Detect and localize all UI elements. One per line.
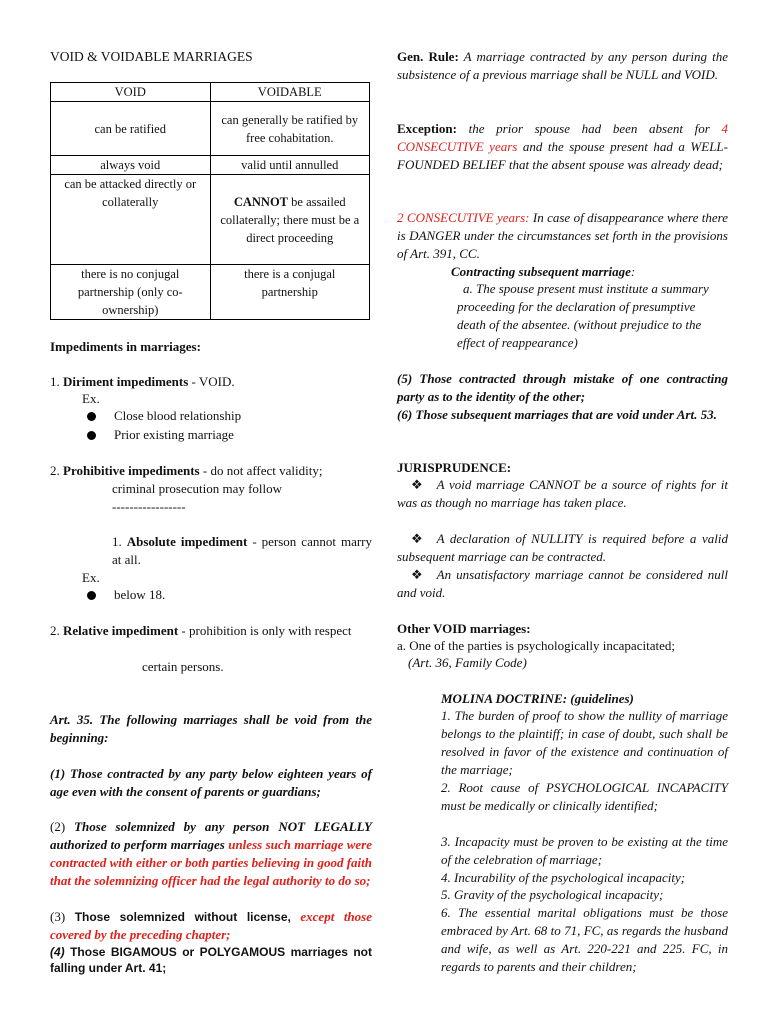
cannot-emphasis: CANNOT	[233, 194, 289, 209]
diriment-ex: Ex.	[82, 391, 100, 406]
table-cell: there is no conjugal partnership (only co-ownership)	[51, 265, 211, 320]
divider-dashes: -----------------	[112, 499, 186, 514]
table-cell: always void	[51, 156, 211, 175]
art35-item-1: (1) Those contracted by any party below eighteen years of age even with the consent of parents or guardians;	[50, 766, 372, 799]
contracting-subsequent-heading: Contracting subsequent marriage:	[451, 264, 636, 279]
impediments-heading: Impediments in marriages:	[50, 339, 201, 354]
table-header-voidable: VOIDABLE	[210, 83, 370, 102]
bullet-icon	[87, 431, 96, 440]
prohibitive-line2: criminal prosecution may follow	[112, 481, 283, 496]
table-cell: can be attacked directly or collaterally	[51, 175, 211, 265]
document-title: VOID & VOIDABLE MARRIAGES	[50, 49, 253, 64]
art35-item-2: (2) Those solemnized by any person NOT LEGALLY authorized to perform marriages unless such marriage were contracted with either or both parties believing in good faith that the solemnizing officer had the legal authority to do so;	[50, 819, 373, 888]
jurisprudence-item: ❖ An unsatisfactory marriage cannot be considered null and void.	[397, 567, 728, 600]
absolute-ex: Ex.	[82, 570, 100, 585]
table-header-void: VOID	[51, 83, 211, 102]
diamond-bullet-icon: ❖	[411, 567, 423, 582]
molina-guideline: 5. Gravity of the psychological incapacity;	[441, 887, 664, 902]
other-void-ref: (Art. 36, Family Code)	[408, 655, 527, 670]
bullet-icon	[87, 591, 96, 600]
list-item: Close blood relationship	[87, 407, 241, 425]
jurisprudence-item: ❖ A void marriage CANNOT be a source of rights for it was as though no marriage has taken place.	[397, 477, 728, 510]
bullet-icon	[87, 412, 96, 421]
table-cell: can be ratified	[51, 102, 211, 156]
molina-guideline: 6. The essential marital obligations must be those embraced by Art. 68 to 71, FC, as regards the husband and wife, as well as Art. 220-221 and 225. FC, in regards to parents and their children;	[441, 905, 728, 974]
diamond-bullet-icon: ❖	[411, 531, 423, 546]
relative-line2: certain persons.	[142, 659, 224, 674]
jurisprudence-heading: JURISPRUDENCE:	[397, 460, 512, 475]
relative-impediment: 2. Relative impediment - prohibition is only with respect	[50, 623, 352, 638]
two-consecutive-years: 2 CONSECUTIVE years: In case of disappearance where there is DANGER under the circumstances set forth in the provisions of Art. 391, CC.	[397, 210, 728, 261]
diamond-bullet-icon: ❖	[411, 477, 423, 492]
art35-item-3: (3) Those solemnized without license, except those covered by the preceding chapter;	[50, 909, 372, 942]
molina-heading: MOLINA DOCTRINE: (guidelines)	[441, 691, 634, 706]
molina-guideline: 3. Incapacity must be proven to be existing at the time of the celebration of marriage;	[441, 834, 728, 867]
table-cell: CANNOT be assailed collaterally; there must be a direct proceeding	[210, 175, 370, 265]
absolute-impediment: 1. Absolute impediment - person cannot marry at all.	[112, 534, 372, 567]
art35-item-5: (5) Those contracted through mistake of one contracting party as to the identity of the other;	[397, 371, 728, 404]
void-voidable-table	[50, 82, 370, 320]
diriment-impediments: 1. Diriment impediments - VOID.	[50, 374, 235, 389]
general-rule: Gen. Rule: A marriage contracted by any person during the subsistence of a previous marriage shall be NULL and VOID.	[397, 49, 728, 82]
table-cell: can generally be ratified by free cohabitation.	[210, 102, 370, 156]
other-void-a: a. One of the parties is psychologically incapacitated;	[397, 638, 675, 653]
contracting-subsequent-text: a. The spouse present must institute a summary proceeding for the declaration of presumptive death of the absentee. (without prejudice to the effect of reappearance)	[457, 281, 709, 350]
molina-guideline: 2. Root cause of PSYCHOLOGICAL INCAPACITY must be medically or clinically identified;	[441, 780, 728, 813]
molina-guideline: 1. The burden of proof to show the nullity of marriage belongs to the plaintiff; in case of doubt, such shall be resolved in favor of the existence and continuation of the marriage;	[441, 708, 728, 777]
jurisprudence-item: ❖ A declaration of NULLITY is required before a valid subsequent marriage can be contracted.	[397, 531, 728, 564]
art35-item-6: (6) Those subsequent marriages that are void under Art. 53.	[397, 407, 717, 422]
table-cell: valid until annulled	[210, 156, 370, 175]
list-item: Prior existing marriage	[87, 426, 234, 444]
art35-heading: Art. 35. The following marriages shall be void from the beginning:	[50, 712, 372, 745]
list-item: below 18.	[87, 586, 165, 604]
prohibitive-impediments: 2. Prohibitive impediments - do not affect validity;	[50, 463, 323, 478]
molina-guideline: 4. Incurability of the psychological incapacity;	[441, 870, 686, 885]
other-void-heading: Other VOID marriages:	[397, 621, 531, 636]
exception: Exception: the prior spouse had been absent for 4 CONSECUTIVE years and the spouse present had a WELL-FOUNDED BELIEF that the absent spouse was already dead;	[397, 121, 728, 172]
table-cell: there is a conjugal partnership	[210, 265, 370, 320]
art35-item-4: (4) Those BIGAMOUS or POLYGAMOUS marriages not falling under Art. 41;	[50, 945, 373, 975]
